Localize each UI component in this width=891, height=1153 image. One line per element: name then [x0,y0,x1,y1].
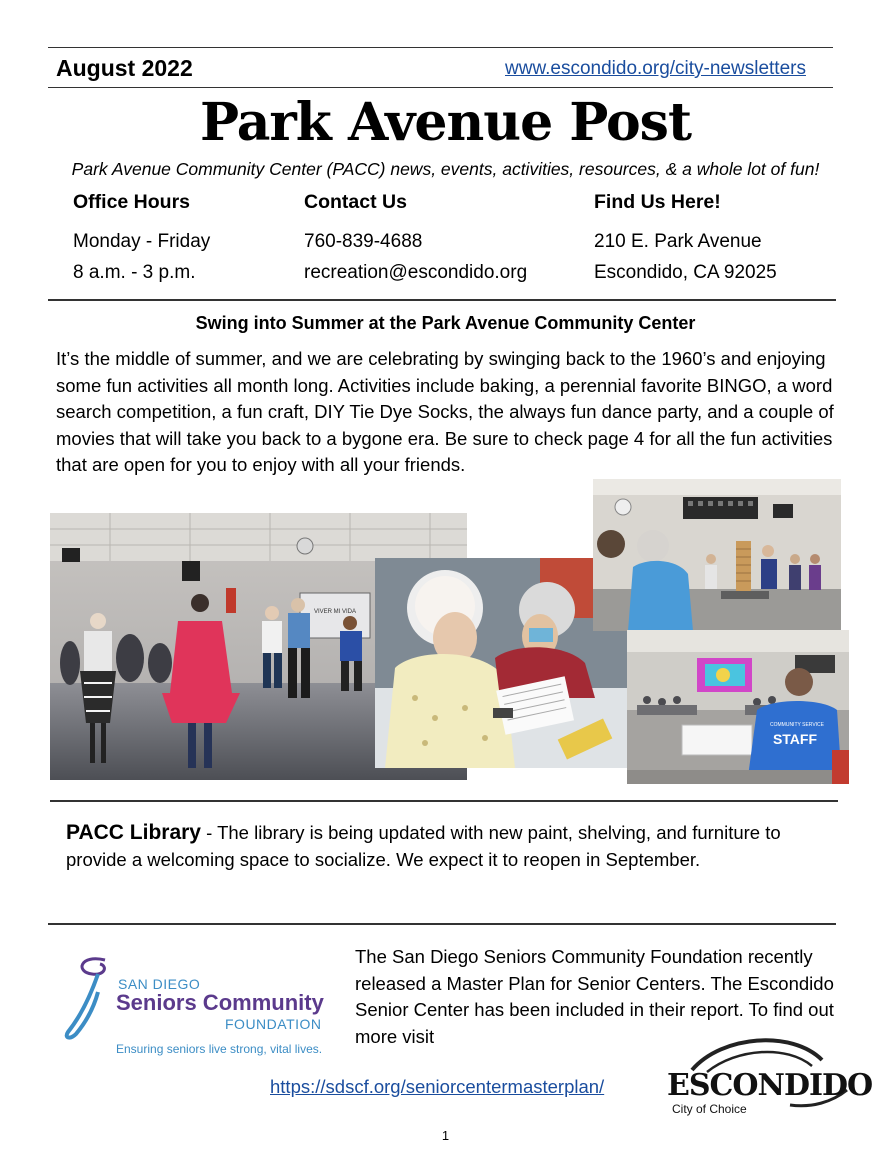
issue-date: August 2022 [56,55,193,81]
dance-screen-text: VIVER MI VIDA [313,609,357,615]
feature-heading: Swing into Summer at the Park Avenue Community Center [195,313,696,333]
escondido-logo [662,1030,873,1125]
library-text: - The library is being updated with new paint, shelving, and furniture to provide a welcoming space to socialize. We expect it to reopen in September. [66,822,781,870]
staff-shirt-text: STAFF [772,731,818,747]
feature-body: It’s the middle of summer, and we are celebrating by swinging back to the 1960’s and enjoying some fun activities all month long. Activities include baking, a perennial favorite BINGO, a word search competition, a fun craft, DIY Tie Dye Socks, the always fun dance party, and a couple of movies that will take you back to a bygone era. Be sure to check page 4 for all the fun activities that are open for you to enjoy with all your friends. [56,348,834,475]
tagline: Park Avenue Community Center (PACC) news, events, activities, resources, & a whole lot of fun! [71,159,820,179]
photo-rule [50,800,838,802]
contact-heading: Contact Us [304,191,407,213]
info-rule [48,299,836,301]
sdscf-logo-tagline: Ensuring seniors live strong, vital lives. [116,1042,323,1056]
contact-phone: 760-839-4688 [304,231,423,252]
sdscf-text: The San Diego Seniors Community Foundation recently released a Master Plan for Senior Centers. The Escondido Senior Center has been included in their report. To find out more visit [355,946,834,1047]
location-street: 210 E. Park Avenue [594,231,762,252]
newsletter-link[interactable]: www.escondido.org/city-newsletters [505,58,806,79]
library-heading: PACC Library [66,821,201,844]
jenga-game-photo [593,479,841,631]
movie-illustration [627,630,849,784]
library-notice [66,819,846,873]
escondido-subtitle: City of Choice [672,1102,747,1116]
sdscf-logo-line2: Seniors Community [116,990,324,1015]
sdscf-logo-line1: SAN DIEGO [118,976,201,992]
office-hours-times: 8 a.m. - 3 p.m. [73,262,196,283]
masthead-rule [48,87,833,88]
office-hours-days: Monday - Friday [73,231,211,252]
jenga-illustration [593,479,841,631]
newsletter-title: Park Avenue Post [200,92,691,153]
library-rule [48,923,836,925]
sdscf-logo [60,952,335,1062]
top-rule [48,47,833,48]
contact-email: recreation@escondido.org [304,262,528,283]
movie-night-photo [627,630,849,784]
staff-shirt-small-text: COMMUNITY SERVICE [770,722,824,728]
escondido-wordmark: ESCONDIDO [667,1068,873,1103]
sdscf-logo-line3: FOUNDATION [225,1016,322,1032]
location-heading: Find Us Here! [594,191,721,213]
office-hours-heading: Office Hours [73,191,191,213]
location-city: Escondido, CA 92025 [594,262,777,283]
page-number: 1 [441,1128,450,1143]
master-plan-link[interactable]: https://sdscf.org/seniorcentermasterplan/ [270,1076,605,1097]
